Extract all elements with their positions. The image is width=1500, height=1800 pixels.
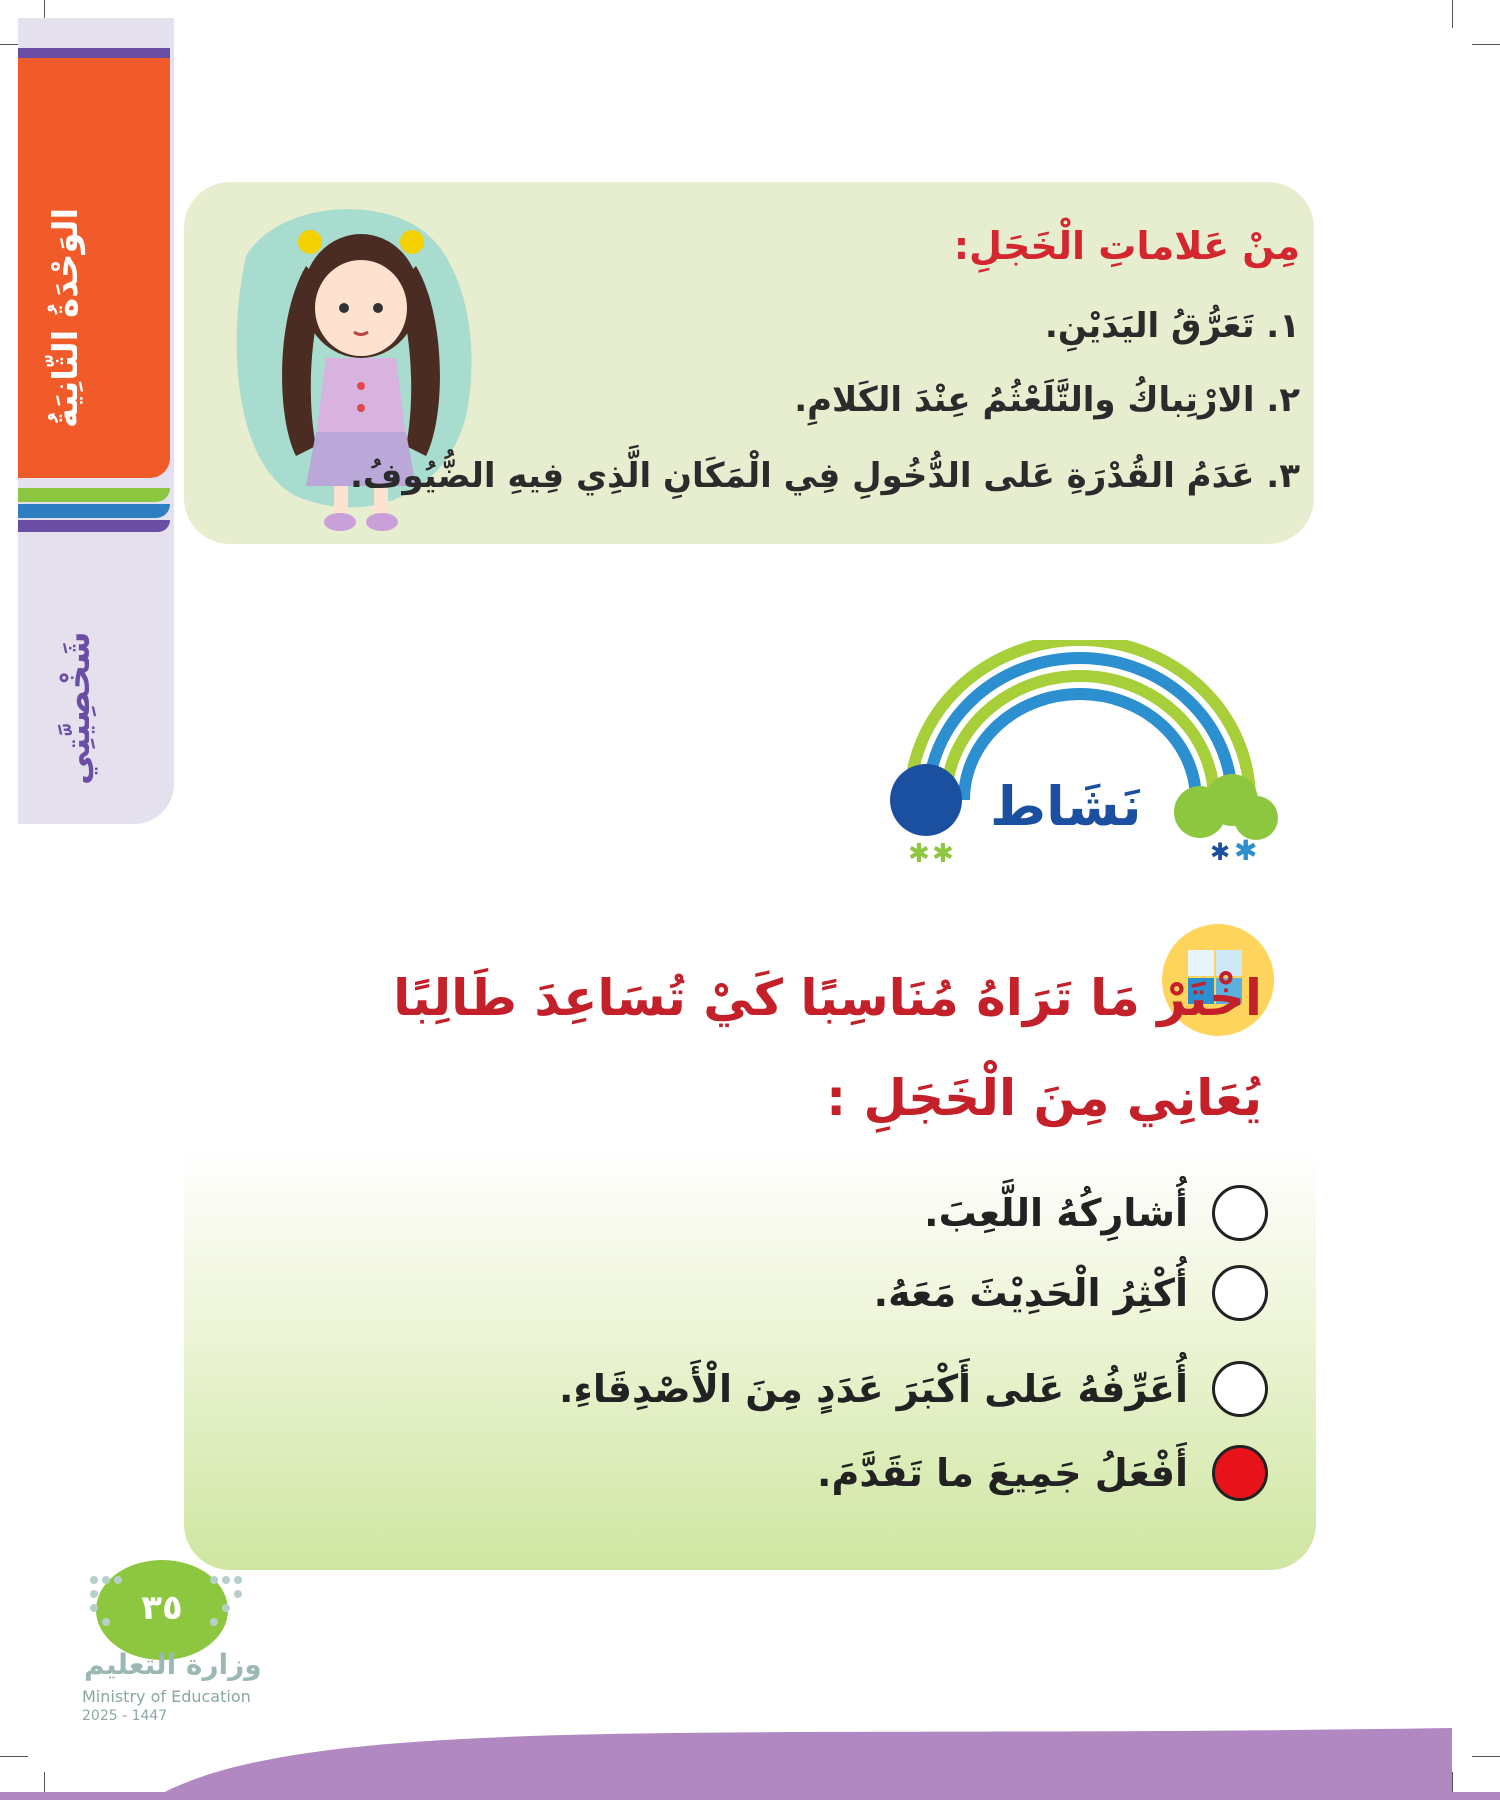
chapter-title: شَخْصِيَّتِي <box>58 631 98 785</box>
option-label: أَفْعَلُ جَمِيعَ ما تَقَدَّمَ. <box>817 1451 1188 1495</box>
side-stripe <box>18 504 170 518</box>
unit-side-tab <box>18 18 174 824</box>
footer-purple-line <box>0 1792 1500 1800</box>
sign-item-2: ٢. الارْتِباكُ والتَّلَعْثُمُ عِنْدَ الكَلامِ. <box>794 380 1300 420</box>
button <box>357 404 365 412</box>
footer-purple-wave <box>150 1728 1452 1800</box>
crop-mark <box>1452 0 1453 28</box>
shoe-left <box>324 513 356 531</box>
option-row-4[interactable] <box>817 1438 1268 1508</box>
sign-item-3: ٣. عَدَمُ القُدْرَةِ عَلى الدُّخُولِ فِي الْمَكَانِ الَّذِي فِيهِ الضُّيُوفُ. <box>349 456 1300 496</box>
eye-left <box>339 303 349 313</box>
question-text: اخْتَرْ مَا تَرَاهُ مُنَاسِبًا كَيْ تُسَاعِدَ طَالِبًا يُعَانِي مِنَ الْخَجَلِ : <box>393 969 1262 1127</box>
radio-button[interactable] <box>1212 1265 1268 1321</box>
option-row-2[interactable] <box>874 1258 1268 1328</box>
edition-year: 2025 - 1447 <box>82 1708 168 1724</box>
button <box>357 382 365 390</box>
eye-right <box>373 303 383 313</box>
ministry-name-english: Ministry of Education <box>82 1687 251 1706</box>
option-row-3[interactable] <box>559 1354 1268 1424</box>
dress-top <box>316 358 406 436</box>
hair-bow-left <box>298 230 322 254</box>
radio-button[interactable] <box>1212 1361 1268 1417</box>
crop-mark <box>1472 44 1500 45</box>
flower-icon: ✱ <box>908 839 930 869</box>
side-stripe <box>18 520 170 532</box>
hair-bow-right <box>400 230 424 254</box>
side-stripe <box>18 488 170 502</box>
sign-item-1: ١. تَعَرُّقُ اليَدَيْنِ. <box>1044 306 1300 346</box>
activity-label: نَشَاط <box>990 775 1142 838</box>
signs-title: مِنْ عَلاماتِ الْخَجَلِ: <box>953 224 1300 268</box>
flower-icon: ✱ <box>1234 834 1258 867</box>
flower-icon: ✱ <box>932 839 954 869</box>
flower-icon: ✱ <box>1210 838 1231 866</box>
face <box>315 260 407 356</box>
page-number: ٣٥ <box>141 1588 183 1628</box>
unit-title: الوَحْدَةُ الثّانِيَةُ <box>46 207 86 429</box>
ministry-name-arabic: وزارة التعليم <box>84 1648 262 1681</box>
blue-sun-icon <box>890 764 962 836</box>
radio-button-selected[interactable] <box>1212 1445 1268 1501</box>
leg-left <box>334 486 348 516</box>
option-label: أُعَرِّفُهُ عَلى أَكْبَرَ عَدَدٍ مِنَ الْأَصْدِقَاءِ. <box>558 1367 1188 1411</box>
ministry-logo-dots <box>84 1570 254 1640</box>
option-label: أُكْثِرُ الْحَدِيْثَ مَعَهُ. <box>873 1271 1188 1315</box>
shoe-right <box>366 513 398 531</box>
option-row-1[interactable] <box>924 1178 1268 1248</box>
option-label: أُشارِكُهُ اللَّعِبَ. <box>924 1191 1188 1235</box>
radio-button[interactable] <box>1212 1185 1268 1241</box>
